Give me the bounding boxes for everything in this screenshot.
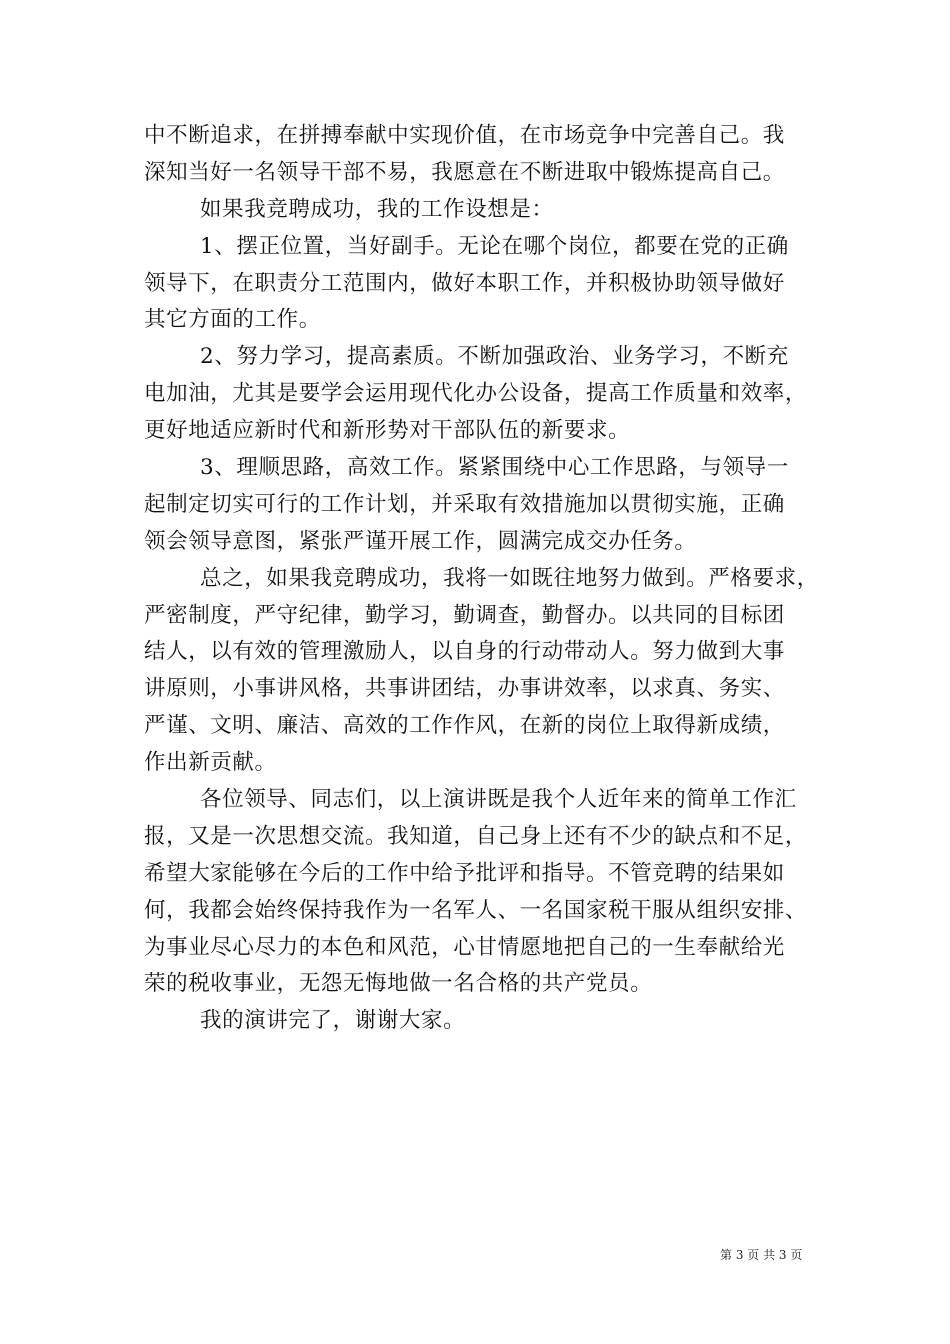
text-line: 为事业尽心尽力的本色和风范，心甘情愿地把自己的一生奉献给光 (144, 934, 785, 960)
text-line: 2、努力学习，提高素质。不断加强政治、业务学习，不断充 (200, 344, 789, 370)
text-line: 何，我都会始终保持我作为一名军人、一名国家税干服从组织安排、 (144, 897, 808, 923)
text-line: 领导下，在职责分工范围内，做好本职工作，并积极协助领导做好 (144, 270, 785, 296)
text-line: 希望大家能够在今后的工作中给予批评和指导。不管竞聘的结果如 (144, 860, 785, 886)
text-line: 我的演讲完了，谢谢大家。 (200, 1008, 466, 1034)
text-line: 讲原则，小事讲风格，共事讲团结，办事讲效率，以求真、务实、 (144, 676, 785, 702)
text-line: 领会领导意图，紧张严谨开展工作，圆满完成交办任务。 (144, 528, 697, 554)
text-line: 更好地适应新时代和新形势对干部队伍的新要求。 (144, 418, 631, 444)
text-line: 3、理顺思路，高效工作。紧紧围绕中心工作思路，与领导一 (200, 455, 789, 481)
text-line: 总之，如果我竞聘成功，我将一如既往地努力做到。严格要求， (200, 565, 819, 591)
text-line: 深知当好一名领导干部不易，我愿意在不断进取中锻炼提高自己。 (144, 159, 785, 185)
text-line: 报，又是一次思想交流。我知道，自己身上还有不少的缺点和不足， (144, 823, 808, 849)
text-line: 其它方面的工作。 (144, 307, 321, 333)
text-line: 结人，以有效的管理激励人，以自身的行动带动人。努力做到大事 (144, 639, 785, 665)
text-line: 中不断追求，在拼搏奉献中实现价值，在市场竞争中完善自己。我 (144, 123, 785, 148)
text-line: 1、摆正位置，当好副手。无论在哪个岗位，都要在党的正确 (200, 233, 789, 259)
text-line: 各位领导、同志们，以上演讲既是我个人近年来的简单工作汇 (200, 787, 797, 813)
text-line: 起制定切实可行的工作计划，并采取有效措施加以贯彻实施，正确 (144, 491, 785, 517)
document-body (144, 118, 819, 1040)
text-line: 荣的税收事业，无怨无悔地做一名合格的共产党员。 (144, 971, 653, 997)
text-line: 严密制度，严守纪律，勤学习，勤调查，勤督办。以共同的目标团 (144, 602, 785, 628)
text-line: 电加油，尤其是要学会运用现代化办公设备，提高工作质量和效率， (144, 381, 808, 407)
text-line: 严谨、文明、廉洁、高效的工作作风，在新的岗位上取得新成绩， (144, 713, 785, 739)
text-line: 如果我竞聘成功，我的工作设想是： (200, 196, 554, 222)
text-line: 作出新贡献。 (144, 750, 277, 776)
page-number-footer: 第 3 页 共 3 页 (720, 1248, 803, 1262)
